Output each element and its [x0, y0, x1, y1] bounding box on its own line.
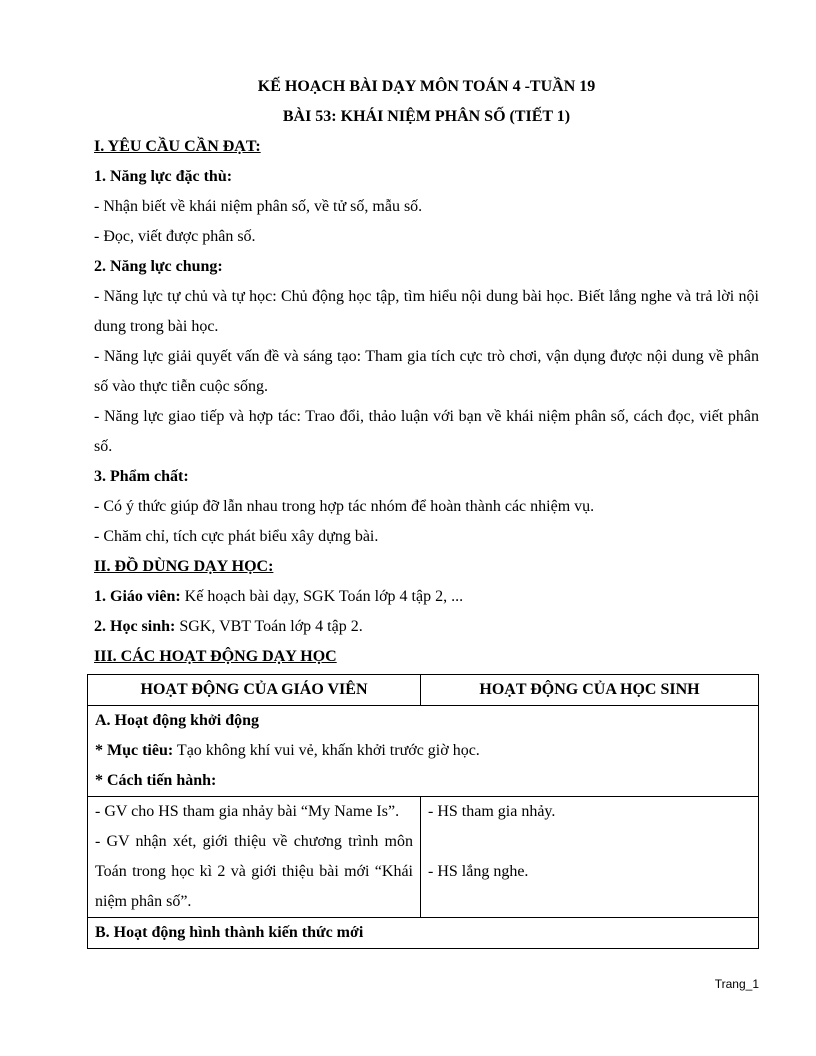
goal-text: Tạo không khí vui vẻ, khấn khởi trước giờ học.: [173, 742, 480, 759]
row-a-goal: [95, 736, 751, 766]
goal-label: * Mục tiêu:: [95, 742, 174, 759]
teacher-label: 1. Giáo viên:: [94, 588, 181, 605]
sub2-item: - Năng lực giao tiếp và hợp tác: Trao đổi, thảo luận với bạn về khái niệm phân số, cách đọc, viết phân số.: [94, 408, 759, 455]
student-activity: - HS lắng nghe.: [428, 863, 529, 880]
section1-heading: I. YÊU CẦU CẦN ĐẠT:: [94, 138, 261, 155]
activity-table: [87, 674, 759, 949]
student-activity-cell: [421, 797, 759, 918]
sub1-item: - Đọc, viết được phân số.: [94, 228, 256, 245]
table-row: [88, 797, 759, 918]
student-label: 2. Học sinh:: [94, 618, 176, 635]
row-b-title: B. Hoạt động hình thành kiến thức mới: [88, 918, 759, 949]
lesson-title: BÀI 53: KHÁI NIỆM PHÂN SỐ (TIẾT 1): [282, 108, 571, 125]
teacher-text: Kế hoạch bài dạy, SGK Toán lớp 4 tập 2, ...: [180, 588, 464, 605]
table-header-row: [88, 675, 759, 706]
student-column-header: HOẠT ĐỘNG CỦA HỌC SINH: [421, 675, 759, 706]
row-a-title: A. Hoạt động khởi động: [95, 712, 260, 729]
sub2-item: - Năng lực giải quyết vấn đề và sáng tạo: Tham gia tích cực trò chơi, vận dụng được nội dung về phân số vào thực tiễn cuộc sống.: [94, 348, 759, 395]
section3-heading: III. CÁC HOẠT ĐỘNG DẠY HỌC: [94, 648, 337, 665]
spacer: [428, 827, 751, 857]
table-row: [88, 706, 759, 797]
teacher-activity: - GV nhận xét, giới thiệu về chương trình môn Toán trong học kì 2 và giới thiệu bài mới “Khái niệm phân số”.: [95, 833, 413, 910]
teacher-column-header: HOẠT ĐỘNG CỦA GIÁO VIÊN: [88, 675, 421, 706]
student-activity: - HS tham gia nhảy.: [428, 803, 556, 820]
row-a-intro: [88, 706, 759, 797]
document-page: [94, 72, 759, 672]
page-number: Trang_1: [714, 977, 759, 991]
table-row: [88, 918, 759, 949]
row-a-method: * Cách tiến hành:: [95, 772, 217, 789]
student-text: SGK, VBT Toán lớp 4 tập 2.: [175, 618, 363, 635]
sub3-item: - Có ý thức giúp đỡ lẫn nhau trong hợp tác nhóm để hoàn thành các nhiệm vụ.: [94, 498, 595, 515]
sub3-heading: 3. Phẩm chất:: [94, 468, 189, 485]
sub1-item: - Nhận biết về khái niệm phân số, về tử số, mẫu số.: [94, 198, 423, 215]
teacher-activity: - GV cho HS tham gia nhảy bài “My Name Is”.: [95, 803, 400, 820]
section2-heading: II. ĐỒ DÙNG DẠY HỌC:: [94, 558, 274, 575]
sub3-item: - Chăm chỉ, tích cực phát biểu xây dựng bài.: [94, 528, 379, 545]
student-materials: [94, 612, 759, 642]
sub1-heading: 1. Năng lực đặc thù:: [94, 168, 233, 185]
sub2-heading: 2. Năng lực chung:: [94, 258, 223, 275]
document-title: KẾ HOẠCH BÀI DẠY MÔN TOÁN 4 -TUẦN 19: [257, 78, 596, 95]
teacher-materials: [94, 582, 759, 612]
teacher-activity-cell: [88, 797, 421, 918]
sub2-item: - Năng lực tự chủ và tự học: Chủ động học tập, tìm hiểu nội dung bài học. Biết lắng nghe và trả lời nội dung trong bài học.: [94, 288, 759, 335]
